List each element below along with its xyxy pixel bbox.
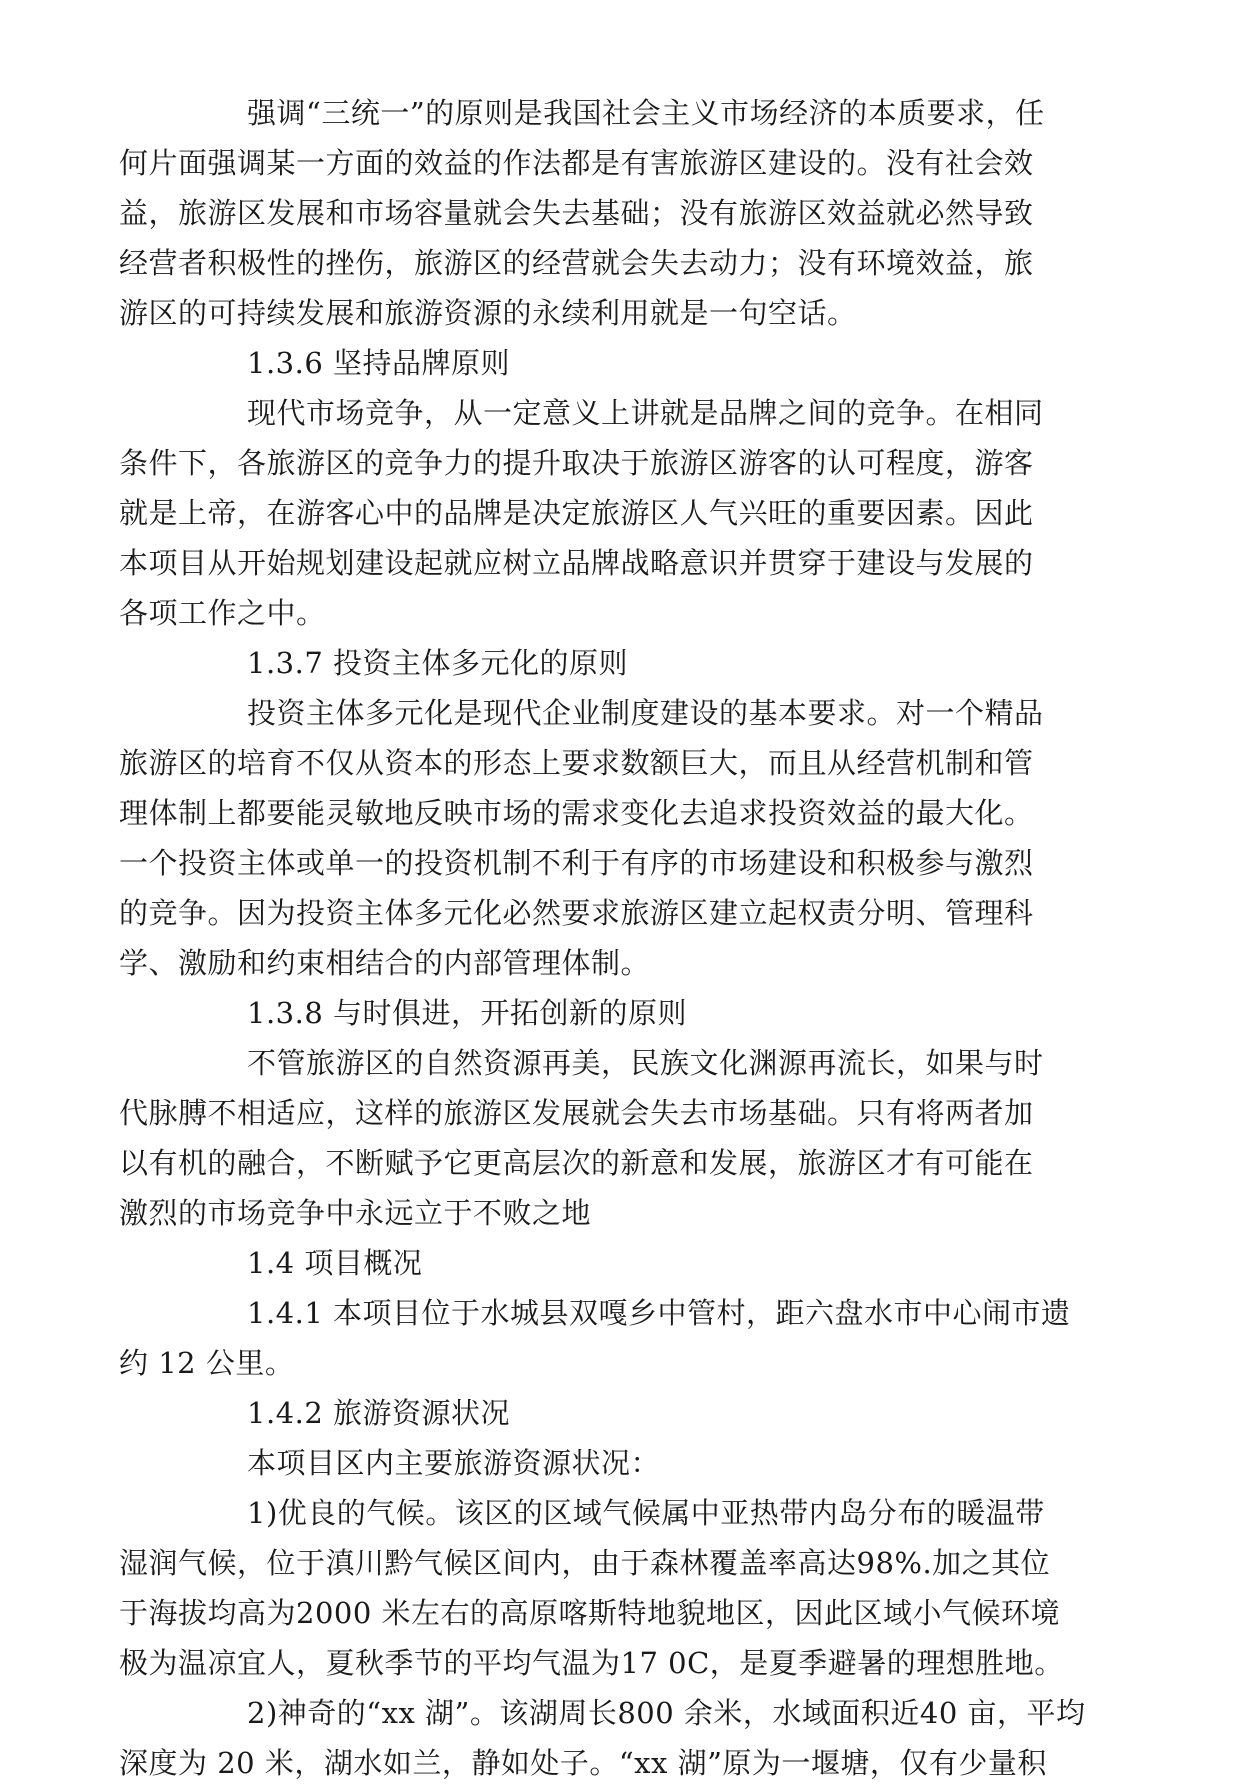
text-line: 强调“三统一”的原则是我国社会主义市场经济的本质要求，任 <box>247 96 1045 130</box>
text-line: 1.4.2 旅游资源状况 <box>247 1396 511 1430</box>
text-line: 极为温凉宜人，夏秋季节的平均气温为17 0C，是夏季避暑的理想胜地。 <box>119 1646 1064 1680</box>
text-line: 游区的可持续发展和旅游资源的永续利用就是一句空话。 <box>119 296 857 330</box>
text-line: 激烈的市场竞争中永远立于不败之地 <box>119 1196 592 1230</box>
text-line: 约 12 公里。 <box>119 1346 295 1380</box>
text-line: 各项工作之中。 <box>119 596 326 630</box>
text-line: 现代市场竞争，从一定意义上讲就是品牌之间的竞争。在相同 <box>247 396 1044 430</box>
text-line: 1.3.7 投资主体多元化的原则 <box>247 646 629 680</box>
text-line: 一个投资主体或单一的投资机制不利于有序的市场建设和积极参与激烈 <box>119 846 1034 880</box>
text-line: 条件下，各旅游区的竞争力的提升取决于旅游区游客的认可程度，游客 <box>119 446 1034 480</box>
text-line: 学、激励和约束相结合的内部管理体制。 <box>119 946 651 980</box>
text-line: 理体制上都要能灵敏地反映市场的需求变化去追求投资效益的最大化。 <box>119 796 1034 830</box>
text-line: 于海拔均高为2000 米左右的高原喀斯特地貌地区，因此区域小气候环境 <box>119 1596 1061 1630</box>
text-line: 何片面强调某一方面的效益的作法都是有害旅游区建设的。没有社会效 <box>119 146 1034 180</box>
text-line: 就是上帝，在游客心中的品牌是决定旅游区人气兴旺的重要因素。因此 <box>119 496 1034 530</box>
text-line: 益，旅游区发展和市场容量就会失去基础；没有旅游区效益就必然导致 <box>119 196 1034 230</box>
text-line: 1.3.6 坚持品牌原则 <box>247 346 511 380</box>
text-line: 1)优良的气候。该区的区域气候属中亚热带内岛分布的暖温带 <box>247 1496 1045 1530</box>
text-line: 1.4.1 本项目位于水城县双嘎乡中管村，距六盘水市中心闹市遗 <box>247 1296 1071 1330</box>
text-line: 1.4 项目概况 <box>247 1246 423 1280</box>
text-line: 1.3.8 与时俱进，开拓创新的原则 <box>247 996 688 1030</box>
text-line: 以有机的融合，不断赋予它更高层次的新意和发展，旅游区才有可能在 <box>119 1146 1034 1180</box>
text-line: 旅游区的培育不仅从资本的形态上要求数额巨大，而且从经营机制和管 <box>119 746 1034 780</box>
text-line: 深度为 20 米，湖水如兰，静如处子。“xx 湖”原为一堰塘，仅有少量积 <box>119 1746 1047 1780</box>
body-text <box>119 88 1143 1788</box>
text-line: 不管旅游区的自然资源再美，民族文化渊源再流长，如果与时 <box>247 1046 1044 1080</box>
text-line: 的竞争。因为投资主体多元化必然要求旅游区建立起权责分明、管理科 <box>119 896 1034 930</box>
text-line: 2)神奇的“xx 湖”。该湖周长800 余米，水域面积近40 亩，平均 <box>247 1696 1086 1730</box>
text-line: 代脉膊不相适应，这样的旅游区发展就会失去市场基础。只有将两者加 <box>119 1096 1034 1130</box>
text-line: 经营者积极性的挫伤，旅游区的经营就会失去动力；没有环境效益，旅 <box>119 246 1034 280</box>
text-line: 投资主体多元化是现代企业制度建设的基本要求。对一个精品 <box>247 696 1044 730</box>
text-line: 本项目从开始规划建设起就应树立品牌战略意识并贯穿于建设与发展的 <box>119 546 1034 580</box>
text-line: 本项目区内主要旅游资源状况： <box>247 1446 661 1480</box>
text-line: 湿润气候，位于滇川黔气候区间内，由于森林覆盖率高达98%.加之其位 <box>119 1546 1051 1580</box>
